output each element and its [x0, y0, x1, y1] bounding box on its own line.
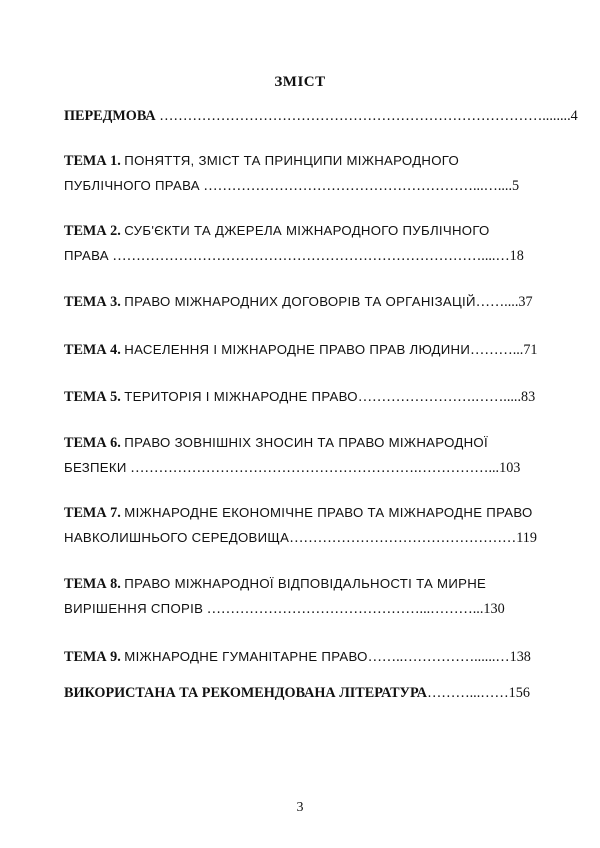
toc-leader-dots: ………………………………………… — [289, 530, 517, 546]
toc-page-number: 37 — [518, 294, 533, 310]
toc-leader-dots: ………………………………………...………... — [206, 601, 484, 617]
toc-topic-title: ПОНЯТТЯ, ЗМІСТ ТА ПРИНЦИПИ МІЖНАРОДНОГО — [124, 153, 460, 168]
toc-page-number: 103 — [499, 460, 521, 476]
toc-leader-dots: ……………………………………………………………………....… — [112, 248, 510, 264]
toc-topic-title-cont: ВИРІШЕННЯ СПОРІВ — [64, 601, 204, 616]
toc-topic-number: ТЕМА 6. — [64, 435, 121, 451]
toc-leader-dots: ………………………………………………………………………........ — [159, 108, 571, 124]
toc-entry-topic-6[interactable] — [64, 434, 534, 452]
toc-entry-topic-7-cont[interactable] — [64, 529, 537, 547]
toc-entry-topic-8-cont[interactable] — [64, 600, 534, 618]
toc-entry-topic-2-cont[interactable] — [64, 247, 534, 265]
page-number: 3 — [296, 800, 304, 815]
toc-topic-number: ТЕМА 4. — [64, 342, 121, 358]
toc-topic-title: МІЖНАРОДНЕ ЕКОНОМІЧНЕ ПРАВО ТА МІЖНАРОДНЕ ПРАВО — [124, 505, 533, 520]
toc-entry-topic-4[interactable] — [64, 341, 538, 359]
toc-page-number: 18 — [509, 248, 524, 264]
toc-leader-dots: …………………………………………………...….... — [203, 178, 512, 194]
toc-topic-number: ТЕМА 9. — [64, 649, 121, 665]
toc-entry-topic-7[interactable] — [64, 504, 534, 522]
toc-topic-number: ТЕМА 5. — [64, 389, 121, 405]
toc-topic-number: ТЕМА 2. — [64, 223, 121, 239]
toc-leader-dots: …….... — [475, 294, 519, 310]
toc-entry-label: ВИКОРИСТАНА ТА РЕКОМЕНДОВАНА ЛІТЕРАТУРА — [64, 685, 428, 701]
toc-entry-topic-5[interactable] — [64, 388, 534, 406]
toc-topic-title-cont: ПРАВА — [64, 248, 109, 263]
toc-topic-number: ТЕМА 8. — [64, 576, 121, 592]
toc-entry-label: ПЕРЕДМОВА — [64, 108, 156, 124]
toc-page-number: 71 — [523, 342, 538, 358]
toc-topic-title: ПРАВО МІЖНАРОДНОЇ ВІДПОВІДАЛЬНОСТІ ТА МИРНЕ — [124, 576, 487, 591]
toc-topic-title-cont: НАВКОЛИШНЬОГО СЕРЕДОВИЩА — [64, 530, 290, 545]
toc-topic-title: МІЖНАРОДНЕ ГУМАНІТАРНЕ ПРАВО — [124, 649, 368, 664]
toc-entry-topic-1[interactable] — [64, 152, 534, 170]
toc-topic-title: СУБ'ЄКТИ ТА ДЖЕРЕЛА МІЖНАРОДНОГО ПУБЛІЧНОГО — [124, 223, 490, 238]
toc-topic-title: ТЕРИТОРІЯ І МІЖНАРОДНЕ ПРАВО — [124, 389, 358, 404]
toc-page-number: 156 — [508, 685, 530, 701]
toc-entry-topic-6-cont[interactable] — [64, 459, 534, 477]
toc-page-number: 83 — [521, 389, 536, 405]
toc-leader-dots: …………………………………………………….……………... — [130, 460, 500, 476]
toc-page-number: 4 — [570, 108, 578, 124]
toc-entry-topic-9[interactable] — [64, 648, 534, 666]
toc-topic-number: ТЕМА 1. — [64, 153, 121, 169]
toc-entry-references[interactable] — [64, 684, 534, 702]
toc-topic-number: ТЕМА 3. — [64, 294, 121, 310]
toc-topic-title: НАСЕЛЕННЯ І МІЖНАРОДНЕ ПРАВО ПРАВ ЛЮДИНИ — [124, 342, 471, 357]
toc-page-number: 130 — [483, 601, 505, 617]
toc-topic-title: ПРАВО МІЖНАРОДНИХ ДОГОВОРІВ ТА ОРГАНІЗАЦІЙ — [124, 294, 476, 309]
toc-page-number: 5 — [512, 178, 520, 194]
toc-leader-dots: ………... — [470, 342, 524, 358]
toc-page-number: 119 — [516, 530, 537, 546]
toc-topic-title: ПРАВО ЗОВНІШНІХ ЗНОСИН ТА ПРАВО МІЖНАРОДНОЇ — [124, 435, 488, 450]
toc-topic-number: ТЕМА 7. — [64, 505, 121, 521]
toc-page-number: 138 — [509, 649, 531, 665]
toc-entry-preface[interactable] — [64, 107, 578, 125]
toc-leader-dots: ………...…… — [427, 685, 509, 701]
toc-topic-title-cont: ПУБЛІЧНОГО ПРАВА — [64, 178, 200, 193]
toc-leader-dots: …………………….……..... — [357, 389, 522, 405]
toc-leader-dots: ……..……………......… — [367, 649, 510, 665]
toc-entry-topic-1-cont[interactable] — [64, 177, 534, 195]
toc-entry-topic-8[interactable] — [64, 575, 534, 593]
toc-entry-topic-3[interactable] — [64, 293, 534, 311]
toc-heading: ЗМІСТ — [274, 74, 326, 90]
toc-topic-title-cont: БЕЗПЕКИ — [64, 460, 127, 475]
toc-entry-topic-2[interactable] — [64, 222, 534, 240]
